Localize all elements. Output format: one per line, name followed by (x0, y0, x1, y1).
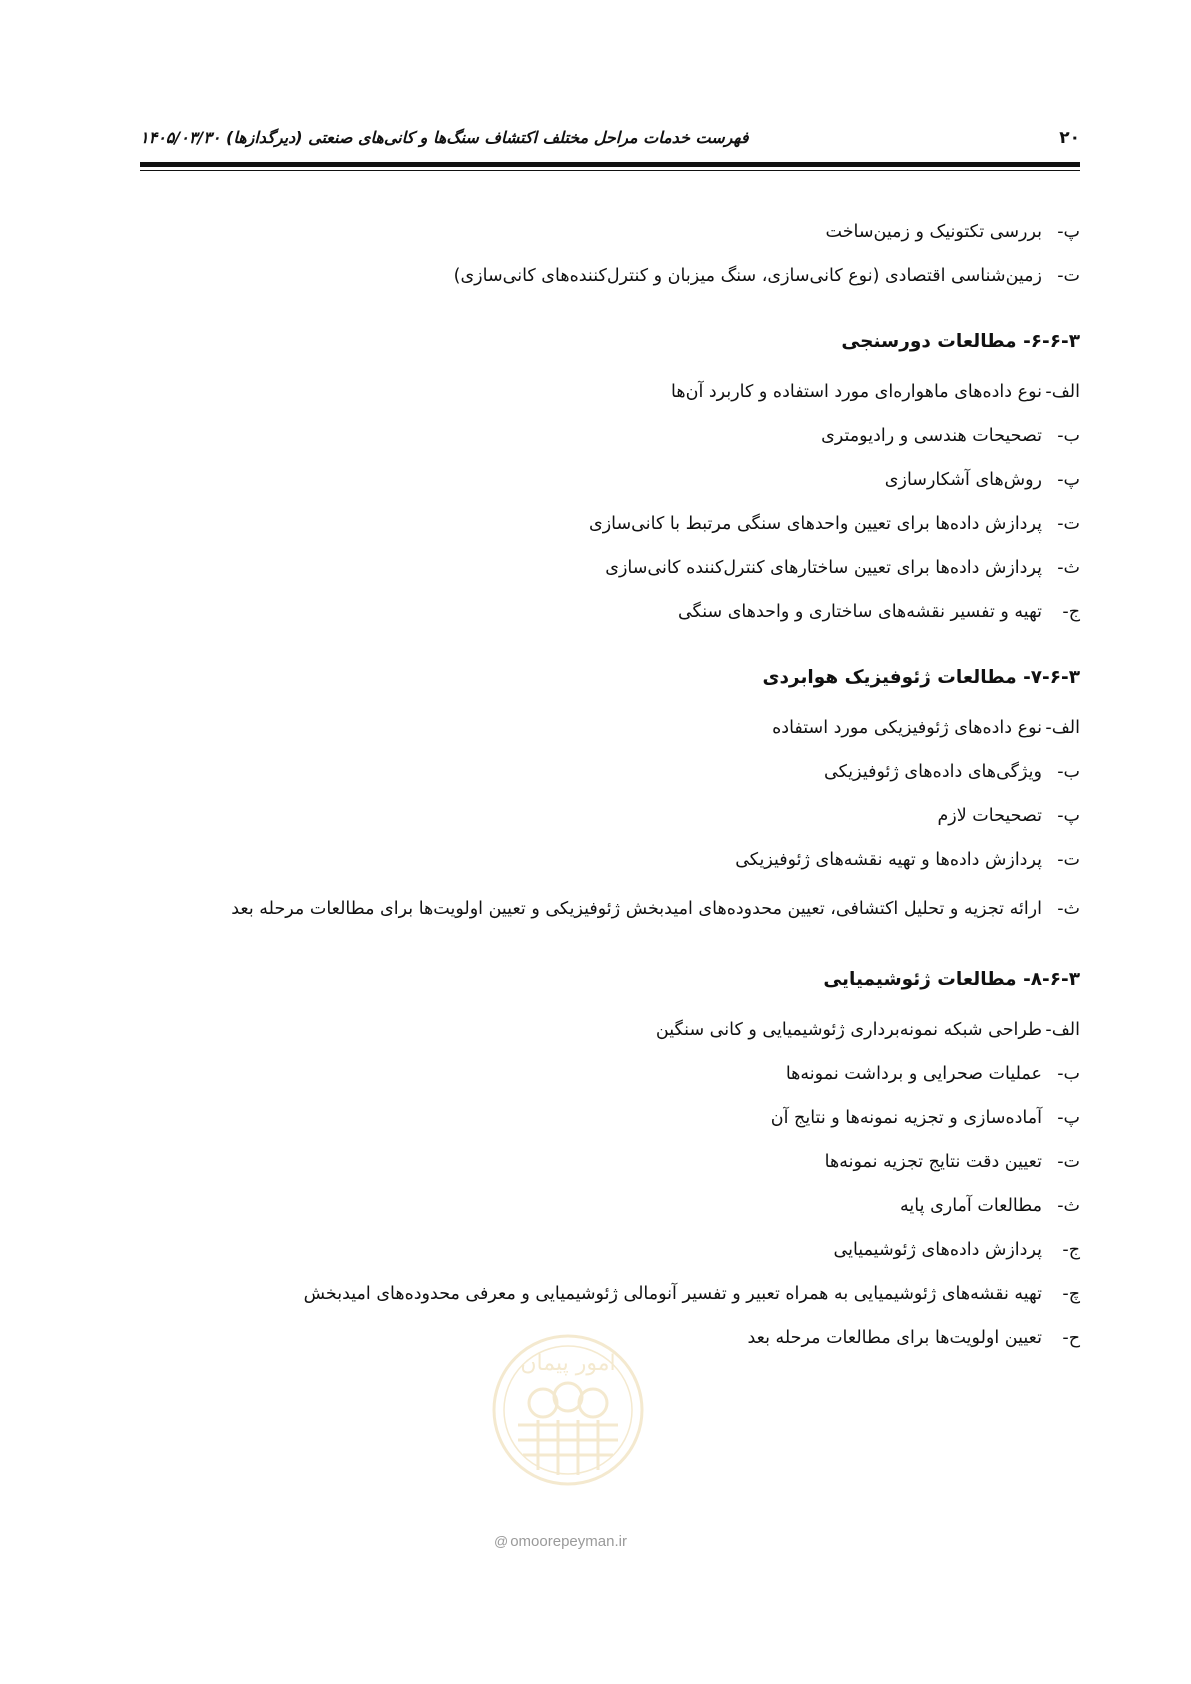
item-marker: ت- (1057, 514, 1080, 534)
item-text: تصحیحات لازم (937, 806, 1042, 826)
item-text: طراحی شبکه نمونه‌برداری ژئوشیمیایی و کانی سنگین (655, 1020, 1042, 1040)
section-list-remote-sensing (140, 370, 1080, 634)
page-body (140, 210, 1080, 1368)
running-title: فهرست خدمات مراحل مختلف اکتشاف سنگ‌ها و کانی‌های صنعتی (دیرگدازها) ۱۴۰۵/۰۳/۳۰ (140, 128, 749, 147)
list-item (140, 458, 1080, 502)
section-heading-airborne-geophysics: ۷-۶-۳- مطالعات ژئوفیزیک هوابردی (762, 667, 1080, 688)
watermark-logo (488, 1325, 648, 1495)
svg-text:امور پیمان: امور پیمان (520, 1351, 616, 1376)
item-marker: ث- (1057, 558, 1080, 578)
list-item (140, 838, 1080, 882)
list-item (140, 1272, 1080, 1316)
list-item (140, 414, 1080, 458)
item-marker: الف- (1045, 718, 1080, 738)
section-list-airborne-geophysics (140, 706, 1080, 936)
item-marker: ت- (1057, 850, 1080, 870)
item-marker: ت- (1057, 266, 1080, 286)
item-text: نوع داده‌های ژئوفیزیکی مورد استفاده (772, 718, 1042, 738)
item-text: پردازش داده‌ها برای تعیین واحدهای سنگی مرتبط با کانی‌سازی (589, 514, 1042, 534)
item-text: تعیین دقت نتایج تجزیه نمونه‌ها (824, 1152, 1042, 1172)
item-marker: ت- (1057, 1152, 1080, 1172)
item-text: آماده‌سازی و تجزیه نمونه‌ها و نتایج آن (770, 1108, 1042, 1128)
list-item (140, 706, 1080, 750)
list-item (140, 1008, 1080, 1052)
item-text: پردازش داده‌ها برای تعیین ساختارهای کنترل‌کننده کانی‌سازی (605, 558, 1042, 578)
list-item (140, 590, 1080, 634)
list-item (140, 1140, 1080, 1184)
list-item (140, 546, 1080, 590)
item-marker: چ- (1062, 1284, 1080, 1304)
item-marker: پ- (1057, 470, 1080, 490)
item-marker: ب- (1057, 762, 1080, 782)
section-heading-remote-sensing: ۶-۶-۳- مطالعات دورسنجی (841, 331, 1080, 352)
section-list-geochemistry (140, 1008, 1080, 1360)
item-marker: پ- (1057, 806, 1080, 826)
list-item (140, 254, 1080, 298)
item-text: پردازش داده‌های ژئوشیمیایی (833, 1240, 1042, 1260)
item-marker: ث- (1057, 899, 1080, 919)
item-text: تهیه و تفسیر نقشه‌های ساختاری و واحدهای سنگی (677, 602, 1042, 622)
list-item (140, 370, 1080, 414)
item-marker: پ- (1057, 1108, 1080, 1128)
list-item (140, 750, 1080, 794)
list-item (140, 1096, 1080, 1140)
item-text: تصحیحات هندسی و رادیومتری (821, 426, 1042, 446)
item-marker: الف- (1045, 1020, 1080, 1040)
item-text: زمین‌شناسی اقتصادی (نوع کانی‌سازی، سنگ میزبان و کنترل‌کننده‌های کانی‌سازی) (453, 266, 1042, 286)
page-number: ۲۰ (1059, 128, 1080, 148)
item-marker: ث- (1057, 1196, 1080, 1216)
item-text: عملیات صحرایی و برداشت نمونه‌ها (785, 1064, 1042, 1084)
list-item (140, 794, 1080, 838)
item-marker: ح- (1062, 1328, 1080, 1348)
item-text: تهیه نقشه‌های ژئوشیمیایی به همراه تعبیر و تفسیر آنومالی ژئوشیمیایی و معرفی محدوده‌های امیدبخش (303, 1284, 1042, 1304)
item-marker: پ- (1057, 222, 1080, 242)
list-item (140, 1052, 1080, 1096)
item-marker: ب- (1057, 1064, 1080, 1084)
intro-list (140, 210, 1080, 298)
header-rule-thin (140, 170, 1080, 171)
item-text: پردازش داده‌ها و تهیه نقشه‌های ژئوفیزیکی (735, 850, 1042, 870)
item-marker: الف- (1045, 382, 1080, 402)
item-marker: ب- (1057, 426, 1080, 446)
list-item (140, 1228, 1080, 1272)
item-text: تعیین اولویت‌ها برای مطالعات مرحله بعد (747, 1328, 1042, 1348)
at-icon: @ (494, 1533, 509, 1549)
item-text: ویژگی‌های داده‌های ژئوفیزیکی (824, 762, 1042, 782)
item-text: مطالعات آماری پایه (900, 1196, 1042, 1216)
item-marker: ج- (1062, 1240, 1080, 1260)
item-text: روش‌های آشکارسازی (884, 470, 1042, 490)
list-item (140, 882, 1080, 936)
watermark-url: @ omoorepeyman.ir (494, 1533, 627, 1550)
list-item (140, 1184, 1080, 1228)
section-heading-geochemistry: ۸-۶-۳- مطالعات ژئوشیمیایی (823, 969, 1080, 990)
item-text: بررسی تکتونیک و زمین‌ساخت (825, 222, 1042, 242)
page-header (140, 128, 1080, 158)
list-item (140, 502, 1080, 546)
item-text: ارائه تجزیه و تحلیل اکتشافی، تعیین محدوده‌های امیدبخش ژئوفیزیکی و تعیین اولویت‌ها برای مطالعات مرحله بعد (231, 899, 1042, 919)
item-marker: ج- (1062, 602, 1080, 622)
list-item (140, 210, 1080, 254)
header-rule-thick (140, 162, 1080, 167)
item-text: نوع داده‌های ماهواره‌ای مورد استفاده و کاربرد آن‌ها (671, 382, 1042, 402)
